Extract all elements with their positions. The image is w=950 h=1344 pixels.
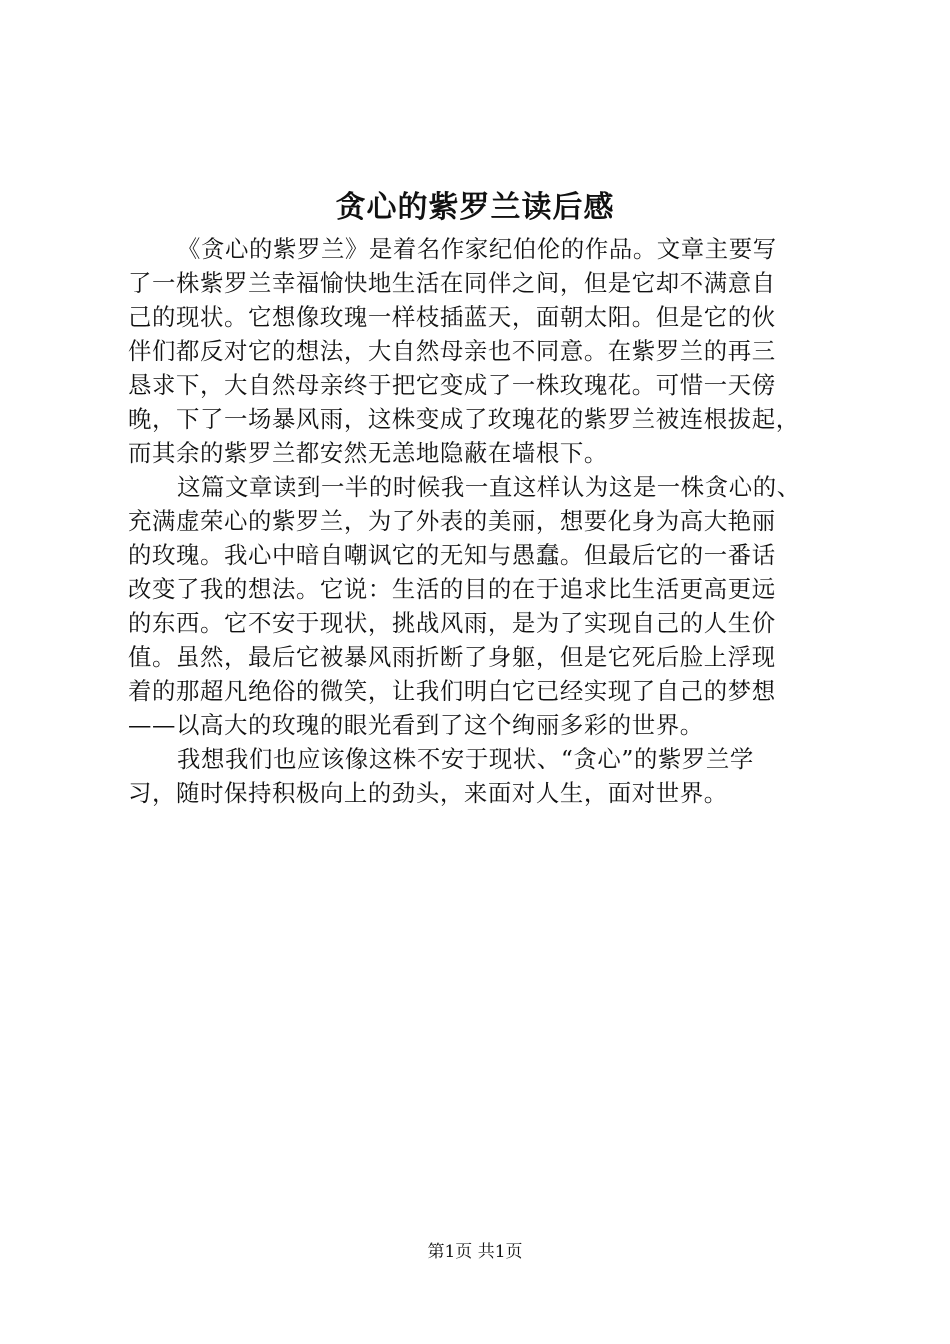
paragraph-2-line-1: 这篇文章读到一半的时候我一直这样认为这是一株贪心的、 (177, 473, 801, 501)
page-footer: 第1页 共1页 (427, 1242, 523, 1262)
paragraph-2-line-4: 改变了我的想法。它说：生活的目的在于追求比生活更高更远 (128, 575, 776, 603)
paragraph-1-line-5: 恳求下，大自然母亲终于把它变成了一株玫瑰花。可惜一天傍 (128, 371, 776, 399)
paragraph-2-line-2: 充满虚荣心的紫罗兰，为了外表的美丽，想要化身为高大艳丽 (128, 507, 776, 535)
paragraph-2-line-5: 的东西。它不安于现状，挑战风雨，是为了实现自己的人生价 (128, 609, 776, 637)
paragraph-2-line-6: 值。虽然，最后它被暴风雨折断了身躯，但是它死后脸上浮现 (128, 643, 776, 671)
paragraph-1-line-4: 伴们都反对它的想法，大自然母亲也不同意。在紫罗兰的再三 (128, 337, 776, 365)
paragraph-1-line-7: 而其余的紫罗兰都安然无恙地隐蔽在墙根下。 (128, 439, 608, 467)
paragraph-3-line-1: 我想我们也应该像这株不安于现状、“贪心”的紫罗兰学 (177, 745, 754, 773)
paragraph-1-line-3: 己的现状。它想像玫瑰一样枝插蓝天，面朝太阳。但是它的伙 (128, 303, 776, 331)
document-body (128, 232, 836, 810)
paragraph-1-line-6: 晚，下了一场暴风雨，这株变成了玫瑰花的紫罗兰被连根拔起， (128, 405, 800, 433)
paragraph-1-line-2: 了一株紫罗兰幸福愉快地生活在同伴之间，但是它却不满意自 (128, 269, 776, 297)
paragraph-3-line-2: 习，随时保持积极向上的劲头，来面对人生，面对世界。 (128, 779, 728, 807)
paragraph-2-line-3: 的玫瑰。我心中暗自嘲讽它的无知与愚蠢。但最后它的一番话 (128, 541, 776, 569)
paragraph-2-line-8: ——以高大的玫瑰的眼光看到了这个绚丽多彩的世界。 (128, 711, 704, 739)
page-title: 贪心的紫罗兰读后感 (335, 190, 615, 225)
paragraph-1-line-1: 《贪心的紫罗兰》是着名作家纪伯伦的作品。文章主要写 (177, 235, 777, 263)
paragraph-2-line-7: 着的那超凡绝俗的微笑，让我们明白它已经实现了自己的梦想 (128, 677, 776, 705)
